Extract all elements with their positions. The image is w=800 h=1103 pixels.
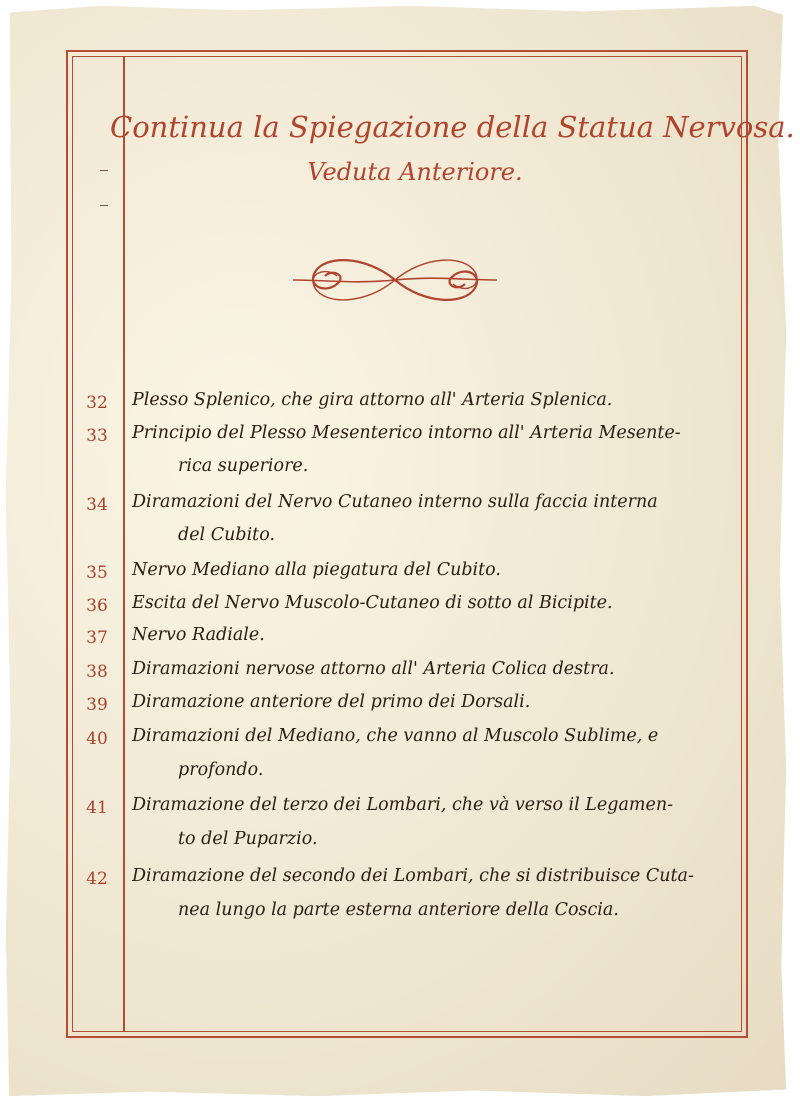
flourish-ornament <box>285 250 505 310</box>
entry-text: Diramazione del terzo dei Lombari, che và verso il Legamen- <box>132 795 674 815</box>
entry-number: 33 <box>86 426 108 446</box>
entry-text: Escita del Nervo Muscolo-Cutaneo di sotto al Bicipite. <box>132 593 613 613</box>
entry-number: 42 <box>86 869 108 889</box>
entry-number: 40 <box>86 729 108 749</box>
entry-number: 41 <box>86 798 108 818</box>
entry-number: 35 <box>86 563 108 583</box>
entry-text: Diramazioni del Nervo Cutaneo interno sulla faccia interna <box>132 492 658 512</box>
entry-text: Diramazioni del Mediano, che vanno al Muscolo Sublime, e <box>132 726 659 746</box>
entry-text: Diramazione anteriore del primo dei Dorsali. <box>132 692 531 712</box>
entry-text: Nervo Mediano alla piegatura del Cubito. <box>132 560 501 580</box>
entry-text: Diramazione del secondo dei Lombari, che si distribuisce Cuta- <box>132 866 694 886</box>
entry-number: 32 <box>86 393 108 413</box>
entry-number: 36 <box>86 596 108 616</box>
margin-tick <box>100 205 108 206</box>
entry-number: 39 <box>86 695 108 715</box>
entry-text: Nervo Radiale. <box>132 625 265 645</box>
entry-number: 38 <box>86 662 108 682</box>
entry-text-continuation: to del Puparzio. <box>178 829 318 849</box>
page-subtitle: Veduta Anteriore. <box>307 158 523 186</box>
entry-text: Plesso Splenico, che gira attorno all' Arteria Splenica. <box>132 390 613 410</box>
entry-text-continuation: del Cubito. <box>178 525 276 545</box>
entry-text: Principio del Plesso Mesenterico intorno all' Arteria Mesente- <box>132 423 681 443</box>
entry-text-continuation: rica superiore. <box>178 456 309 476</box>
entry-text-continuation: profondo. <box>178 760 264 780</box>
page-title: Continua la Spiegazione della Statua Nervosa. <box>110 110 795 144</box>
entry-number: 34 <box>86 495 108 515</box>
margin-rule <box>123 56 125 1032</box>
margin-tick <box>100 170 108 171</box>
entry-number: 37 <box>86 628 108 648</box>
entry-text-continuation: nea lungo la parte esterna anteriore della Coscia. <box>178 900 619 920</box>
entry-text: Diramazioni nervose attorno all' Arteria Colica destra. <box>132 659 615 679</box>
